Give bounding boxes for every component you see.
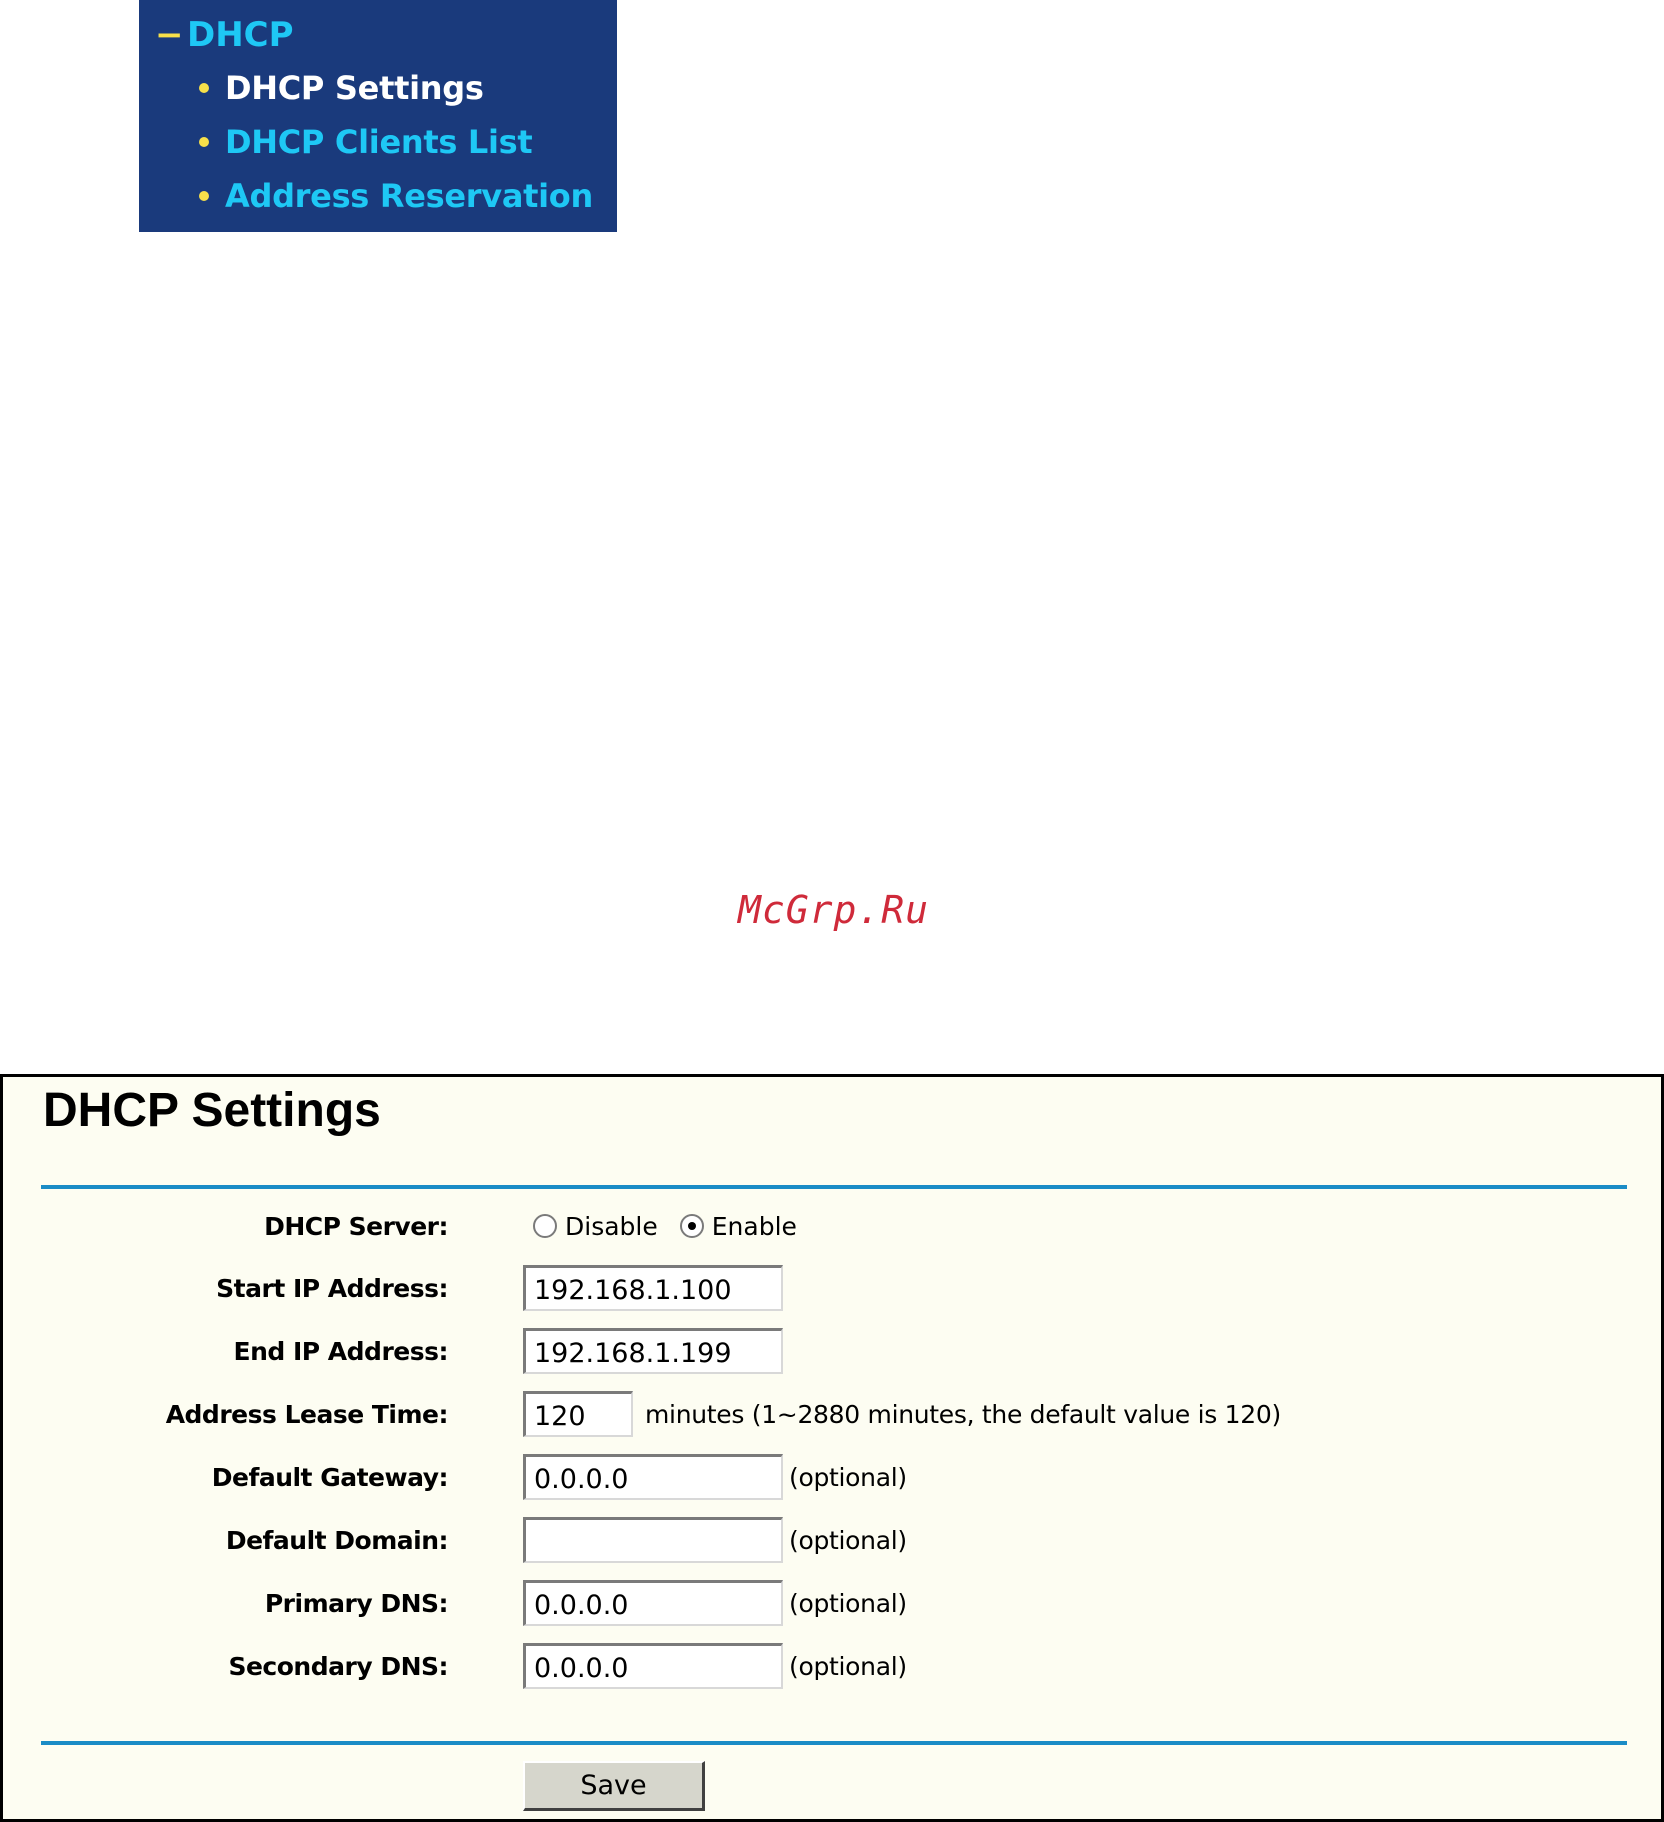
- optional-hint: (optional): [789, 1588, 907, 1618]
- optional-hint: (optional): [789, 1525, 907, 1555]
- bullet-icon: [199, 191, 209, 201]
- secondary-dns-label: Secondary DNS:: [228, 1651, 448, 1681]
- save-button[interactable]: Save: [523, 1761, 705, 1811]
- lease-time-input[interactable]: 120: [523, 1391, 633, 1437]
- row-lease-time: [3, 1389, 1664, 1439]
- row-primary-dns: [3, 1578, 1664, 1628]
- page-title: DHCP Settings: [43, 1084, 381, 1137]
- bullet-icon: [199, 137, 209, 147]
- lease-time-label: Address Lease Time:: [165, 1399, 448, 1429]
- dhcp-server-radio-group: [533, 1212, 819, 1241]
- dhcp-server-disable-radio[interactable]: [533, 1214, 557, 1238]
- collapse-dash-icon: −: [155, 15, 184, 55]
- menu-item-dhcp-settings[interactable]: [199, 65, 484, 111]
- divider-bottom: [41, 1741, 1627, 1745]
- end-ip-input[interactable]: 192.168.1.199: [523, 1328, 783, 1374]
- enable-label[interactable]: Enable: [711, 1211, 797, 1241]
- dhcp-server-label: DHCP Server:: [264, 1211, 448, 1241]
- primary-dns-input[interactable]: 0.0.0.0: [523, 1580, 783, 1626]
- row-end-ip: [3, 1326, 1664, 1376]
- start-ip-label: Start IP Address:: [216, 1273, 448, 1303]
- menu-item-label: DHCP Clients List: [225, 123, 533, 161]
- row-secondary-dns: [3, 1641, 1664, 1691]
- secondary-dns-input[interactable]: 0.0.0.0: [523, 1643, 783, 1689]
- dhcp-settings-panel: [0, 1074, 1664, 1822]
- default-domain-label: Default Domain:: [225, 1525, 448, 1555]
- menu-header-label: DHCP: [187, 15, 294, 55]
- menu-item-label: DHCP Settings: [225, 69, 484, 107]
- dhcp-server-enable-radio[interactable]: [680, 1214, 704, 1238]
- watermark: McGrp.Ru: [738, 888, 930, 932]
- default-gateway-input[interactable]: 0.0.0.0: [523, 1454, 783, 1500]
- end-ip-label: End IP Address:: [233, 1336, 448, 1366]
- optional-hint: (optional): [789, 1462, 907, 1492]
- optional-hint: (optional): [789, 1651, 907, 1681]
- row-start-ip: [3, 1263, 1664, 1313]
- row-default-gateway: [3, 1452, 1664, 1502]
- row-default-domain: [3, 1515, 1664, 1565]
- divider-top: [41, 1185, 1627, 1189]
- menu-item-label: Address Reservation: [225, 177, 593, 215]
- primary-dns-label: Primary DNS:: [264, 1588, 448, 1618]
- row-dhcp-server: [3, 1201, 1664, 1251]
- default-gateway-label: Default Gateway:: [211, 1462, 448, 1492]
- menu-item-dhcp-clients-list[interactable]: [199, 119, 532, 165]
- menu-header-dhcp[interactable]: [155, 12, 294, 58]
- dhcp-menu: [139, 0, 617, 232]
- disable-label[interactable]: Disable: [565, 1211, 658, 1241]
- menu-item-address-reservation[interactable]: [199, 173, 593, 219]
- lease-time-hint: minutes (1~2880 minutes, the default value is 120): [645, 1399, 1281, 1429]
- default-domain-input[interactable]: [523, 1517, 783, 1563]
- start-ip-input[interactable]: 192.168.1.100: [523, 1265, 783, 1311]
- bullet-icon: [199, 83, 209, 93]
